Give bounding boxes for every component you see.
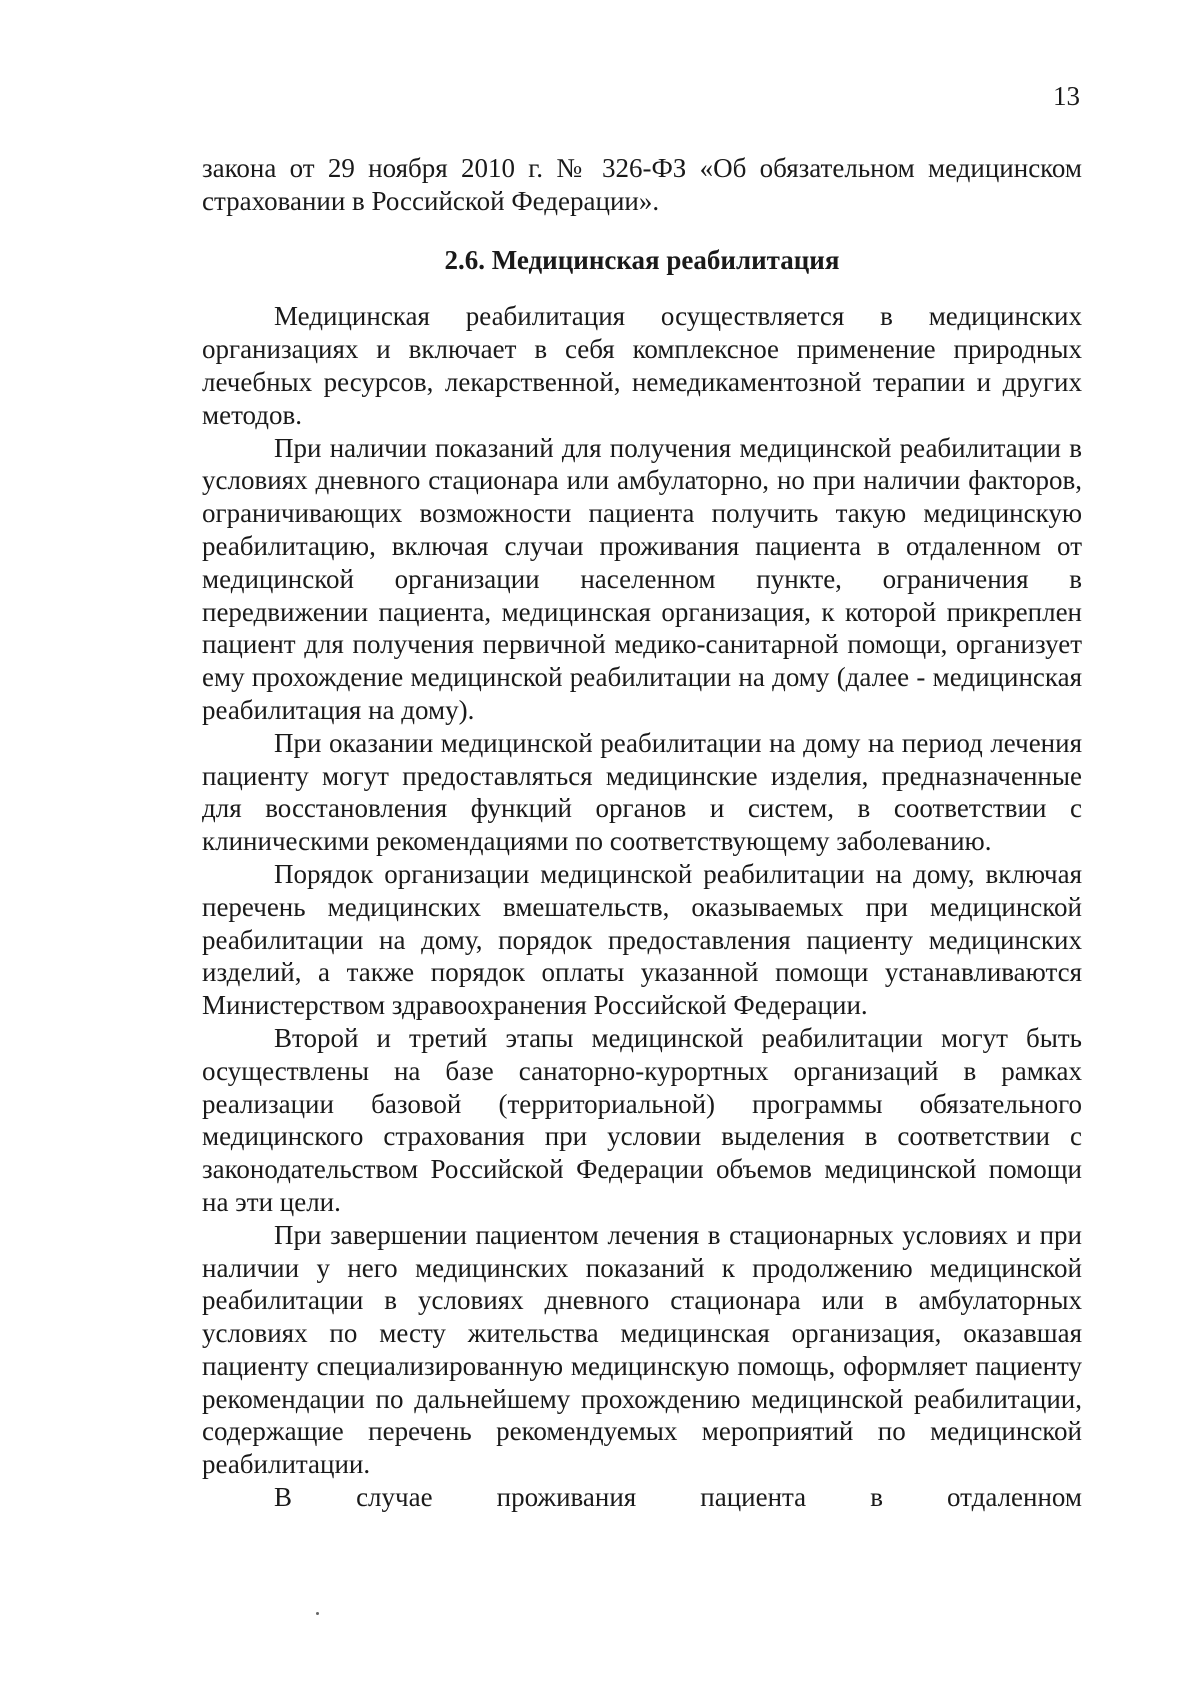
page-number: 13 (1053, 81, 1080, 111)
paragraph: При оказании медицинской реабилитации на дому на период лечения пациенту могут предоставляться медицинские изделия, предназначенные для восстановления функций органов и систем, в соответствии с клиническими рекомендациями по соответствующему заболеванию. (202, 727, 1082, 857)
paragraph: Второй и третий этапы медицинской реабилитации могут быть осуществлены на базе санаторно-курортных организаций в рамках реализации базовой (территориальной) программы обязательного медицинского страхования при условии выделения в соответствии с законодательством Российской Федерации объемов медицинской помощи на эти цели. (202, 1022, 1082, 1217)
scan-dot (316, 1612, 319, 1615)
paragraph: При наличии показаний для получения медицинской реабилитации в условиях дневного стационара или амбулаторно, но при наличии факторов, ограничивающих возможности пациента получить такую медицинскую реабилитацию, включая случаи проживания пациента в отдаленном от медицинской организации населенном пункте, ограничения в передвижении пациента, медицинская организация, к которой прикреплен пациент для получения первичной медико-санитарной помощи, организует ему прохождение медицинской реабилитации на дому (далее - медицинская реабилитация на дому). (202, 432, 1082, 725)
intro-paragraph: закона от 29 ноября 2010 г. № 326-ФЗ «Об обязательном медицинском страховании в Российской Федерации». (202, 153, 1082, 216)
section-title: 2.6. Медицинская реабилитация (444, 244, 840, 275)
trailing-line: В случае проживания пациента в отдаленном (274, 1482, 1082, 1513)
paragraph: Медицинская реабилитация осуществляется в медицинских организациях и включает в себя комплексное применение природных лечебных ресурсов, лекарственной, немедикаментозной терапии и других методов. (202, 301, 1082, 430)
paragraph: Порядок организации медицинской реабилитации на дому, включая перечень медицинских вмешательств, оказываемых при медицинской реабилитации на дому, порядок предоставления пациенту медицинских изделий, а также порядок оплаты указанной помощи устанавливаются Министерством здравоохранения Российской Федерации. (202, 858, 1082, 1021)
paragraph: При завершении пациентом лечения в стационарных условиях и при наличии у него медицинских показаний к продолжению медицинской реабилитации в условиях дневного стационара или в амбулаторных условиях по месту жительства медицинская организация, оказавшая пациенту специализированную медицинскую помощь, оформляет пациенту рекомендации по дальнейшему прохождению медицинской реабилитации, содержащие перечень рекомендуемых мероприятий по медицинской реабилитации. (202, 1219, 1082, 1480)
document-body (202, 152, 1082, 1514)
